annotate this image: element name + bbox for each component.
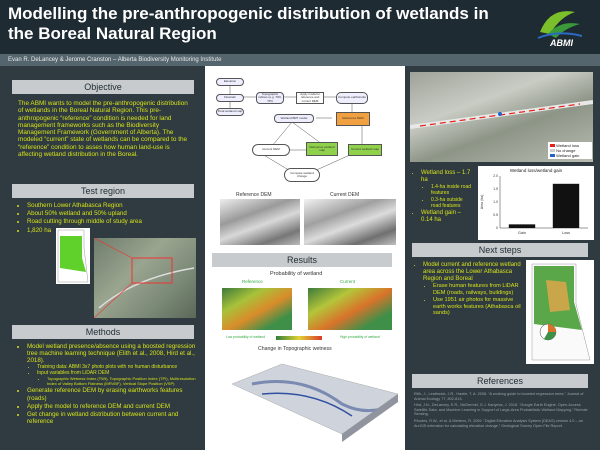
stat-gain: • Wetland gain – 0.14 ha — [421, 210, 474, 224]
probability-colorbar — [276, 336, 322, 340]
next-steps-sub: • Erase human features from LiDAR DEM (roads, railways, buildings) — [433, 283, 526, 296]
legend-loss-label: Wetland loss — [556, 143, 579, 148]
bar-gain — [509, 224, 535, 228]
flowchart-node: Final wetland map — [216, 108, 244, 116]
bar-chart-svg — [478, 166, 594, 240]
stat-loss — [421, 170, 474, 209]
stat-loss-text: Wetland loss – 1.7 ha — [421, 170, 471, 183]
reference-item: Rhodes, R.W., et al. & Mertens, R. 2009. “Digital Elevation Analysis System (DEAS) version 4.0 – an ArcGIS extension for calculating elevation change.” Geological Survey Open File Report. — [414, 418, 583, 428]
flowchart-node: Reference wetland map — [306, 142, 338, 156]
objective-heading: Objective — [12, 80, 194, 94]
next-steps-list — [414, 262, 526, 318]
y-tick-label: 0.5 — [493, 213, 498, 218]
flowchart-node: Reference DEM — [336, 112, 370, 126]
x-tick-label: Loss — [561, 231, 571, 235]
twi-change-3d-image — [222, 354, 398, 444]
objective-text: The ABMI wants to model the pre-anthropogenic distribution of wetlands in the Boreal Natural Region. This pre-anthropogenic “reference” condition is needed for land management frameworks such as the Biodiversity Management Framework (Government of Alberta). The modeled “current” state of wetlands can be compared to the “reference” condition to asses how human land-use is affecting wetland distribution in the Boreal. — [18, 100, 188, 159]
stat-loss-sub: • 0.3-ha outside road features — [431, 197, 474, 209]
flowchart-node: Elevation — [216, 78, 244, 86]
current-dem-label: Current DEM — [330, 192, 360, 198]
methods-bullet: • Generate reference DEM by erasing earthworks features (roads) — [27, 387, 200, 401]
methods-bullet-text: Model wetland presence/absence using a boosted regression tree machine learning technique (Elith et al., 2008, Hird et al., 2018). — [27, 343, 196, 365]
abmi-logo-text: ABMI — [550, 38, 573, 48]
poster-title — [8, 4, 508, 44]
references-heading: References — [412, 374, 588, 388]
y-tick-label: 1.5 — [493, 187, 498, 192]
test-region-bullet: • About 50% wetland and 50% upland — [27, 210, 198, 217]
reference-dem-image — [220, 199, 300, 245]
workflow-flowchart — [212, 72, 398, 190]
chart-title: Wetland loss/wetland gain — [509, 168, 563, 173]
test-region-bullet: • 1,820 ha — [27, 227, 198, 234]
test-region-satellite-image — [94, 238, 196, 318]
current-dem-image — [304, 199, 396, 245]
probability-title: Probability of wetland — [270, 271, 323, 277]
flowchart-node: Flowcalc — [216, 94, 244, 102]
flowchart-node: Apply model to reference and current DEM — [296, 92, 324, 104]
authors-bar: Evan R. DeLancey & Jerome Cranston – Alberta Biodiversity Monitoring Institute — [0, 54, 600, 66]
abmi-logo — [530, 2, 590, 52]
next-steps-sub: • Use 1951 air photos for massive earth works features (Athabasca oil sands) — [433, 297, 526, 317]
wetland-stats — [412, 170, 474, 225]
y-tick-label: 0 — [496, 226, 498, 231]
map-legend — [548, 142, 592, 159]
alberta-map-image — [56, 228, 90, 284]
current-probability-map — [308, 288, 392, 330]
reference-dem-label: Reference DEM — [236, 192, 272, 198]
references-list — [414, 392, 592, 428]
reference-item: Elith, J., Leathwick, J.R., Hastie, T. A. 2008. “A working guide to boosted regression trees.” Journal of Animal Ecology 77, 802-813. — [414, 392, 584, 401]
next-steps-heading: Next steps — [412, 243, 588, 257]
y-tick-label: 2.0 — [493, 174, 498, 179]
methods-heading: Methods — [12, 325, 194, 339]
methods-sub-bullet-text: Input variables from LiDAR DEM — [37, 370, 110, 377]
flowchart-node: Topographic indices (e.g. TWI, TPI) — [256, 92, 284, 104]
test-region-bullet: • Road cutting through middle of study area — [27, 218, 198, 225]
high-probability-label: High probability of wetland — [340, 335, 380, 339]
flowchart-node: Compare wetland change — [284, 168, 320, 182]
methods-bullet: • Apply the model to reference DEM and current DEM — [27, 403, 200, 410]
methods-bullet: • Get change in wetland distribution between current and reference — [27, 411, 200, 425]
bar-loss — [553, 184, 579, 228]
twi-change-title: Change in Topographic wetness — [258, 346, 332, 352]
reference-map-label: Reference — [242, 279, 263, 284]
reference-item: Hird, J.N., DeLancey, E.R., McDermid, G.J. Kariyeva, J. 2018. “Google Earth Engine, Open-Access Satellite Data, and Machine Learning in Support of Large-Area Probabilistic Wetland Mapping.” Remote Sensing. — [414, 403, 588, 417]
legend-gain-label: Wetland gain — [556, 153, 580, 158]
reference-probability-map — [222, 288, 292, 330]
flowchart-node: Compute earthworks — [336, 92, 368, 104]
flowchart-node: Current wetland map — [348, 144, 382, 156]
low-probability-label: Low probability of wetland — [226, 335, 266, 339]
y-tick-label: 1.0 — [493, 200, 498, 205]
results-heading: Results — [212, 253, 392, 267]
legend-item-gain — [550, 153, 590, 158]
stat-loss-sub: • 1.4-ha inside road features — [431, 184, 474, 196]
methods-sub-bullet: • Training data: ABMI 3x7 photo plots with no human disturbance — [37, 365, 200, 371]
current-map-label: Current — [340, 279, 356, 284]
next-steps-bullet-text: Model current and reference wetland area across the Lower Athabasca Region and Boreal — [423, 262, 521, 282]
methods-sub-bullet — [37, 371, 200, 386]
y-axis-label: Area (ha) — [480, 194, 484, 210]
flowchart-node: Wetland BRT model — [274, 114, 314, 123]
title-line-2: the Boreal Natural Region — [8, 24, 217, 43]
alberta-boreal-map — [526, 260, 594, 364]
legend-nochange-label: No change — [556, 148, 576, 153]
methods-bullet — [27, 343, 200, 386]
flowchart-node: Current DEM — [252, 144, 290, 156]
test-region-heading: Test region — [12, 184, 194, 198]
next-steps-bullet — [423, 262, 526, 317]
test-region-list — [18, 202, 198, 235]
methods-list — [18, 343, 200, 426]
wetland-change-chart — [478, 166, 594, 240]
methods-subsub-bullet: • Topographic Wetness Index (TWI), Topographic Position Index (TPI), Multiresolution Index of Valley Bottom Flatness (MRVBF), Vertical Slope Position (VSP) — [47, 377, 200, 386]
x-tick-label: Gain — [517, 231, 527, 235]
title-line-1: Modelling the pre-anthropogenic distribution of wetlands in — [8, 4, 489, 23]
test-region-bullet: • Southern Lower Athabasca Region — [27, 202, 198, 209]
